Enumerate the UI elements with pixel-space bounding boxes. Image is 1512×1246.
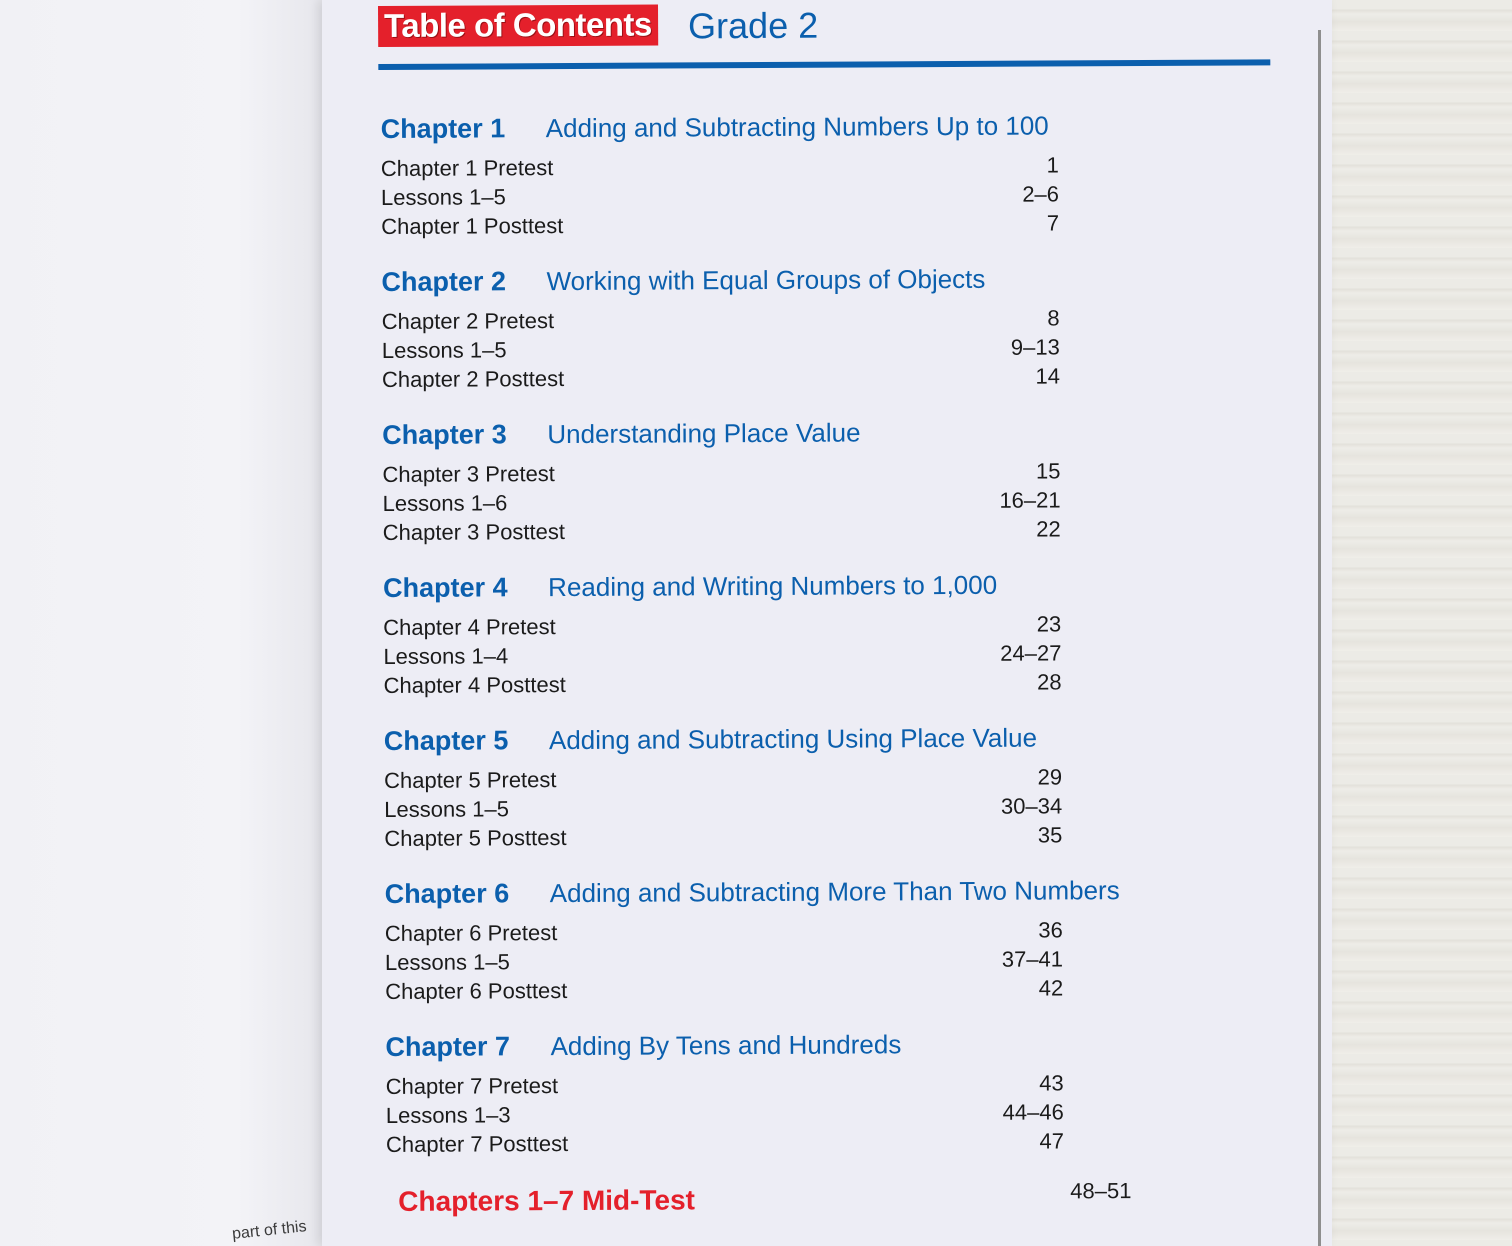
chapter-heading — [385, 1027, 1285, 1072]
toc-row-label: Chapter 5 Posttest — [384, 825, 567, 851]
toc-row — [383, 666, 1283, 700]
chapter-heading — [381, 109, 1281, 154]
toc-row-label: Chapter 7 Pretest — [385, 1073, 559, 1099]
toc-header — [378, 1, 1278, 52]
chapter-5 — [384, 721, 1285, 879]
toc-row-page: 44–46 — [1002, 1099, 1064, 1125]
toc-title-box: Table of Contents — [378, 5, 658, 47]
chapter-number: Chapter 6 — [384, 878, 510, 909]
toc-row-page: 15 — [1035, 458, 1061, 484]
chapter-number: Chapter 5 — [383, 725, 509, 756]
chapter-7 — [385, 1027, 1286, 1185]
toc-row-page: 9–13 — [1010, 334, 1060, 360]
chapter-number: Chapter 4 — [382, 572, 508, 603]
toc-row-label: Chapter 3 Posttest — [382, 519, 566, 545]
chapter-heading — [384, 721, 1284, 766]
chapter-heading — [383, 568, 1283, 613]
midtest-label: Chapters 1–7 Mid-Test — [398, 1184, 696, 1217]
toc-row-label: Chapter 3 Pretest — [382, 461, 555, 487]
chapter-1 — [381, 109, 1282, 267]
toc-row-label: Lessons 1–6 — [382, 490, 508, 516]
toc-row — [383, 637, 1283, 671]
toc-row-label: Chapter 2 Pretest — [381, 308, 555, 334]
chapter-6 — [385, 874, 1286, 1032]
toc-row-label: Chapter 5 Pretest — [383, 767, 557, 793]
toc-row-page: 2–6 — [1022, 181, 1060, 207]
chapter-title: Understanding Place Value — [547, 417, 861, 450]
chapter-number: Chapter 7 — [385, 1031, 511, 1062]
chapter-title: Adding and Subtracting Numbers Up to 100 — [545, 110, 1049, 144]
toc-row-page: 29 — [1037, 764, 1063, 790]
toc-content — [378, 1, 1278, 1217]
toc-row — [383, 513, 1283, 547]
toc-row-page: 37–41 — [1001, 946, 1064, 972]
toc-row-page: 28 — [1036, 669, 1062, 695]
chapter-4 — [383, 568, 1284, 726]
toc-row-label: Chapter 6 Pretest — [384, 920, 558, 946]
toc-row-label: Lessons 1–5 — [380, 184, 506, 210]
toc-row-page: 43 — [1039, 1070, 1064, 1096]
toc-row-page: 42 — [1038, 975, 1064, 1001]
left-page — [0, 0, 340, 1246]
toc-row-label: Chapter 6 Posttest — [385, 978, 568, 1004]
toc-row — [382, 360, 1282, 394]
toc-row-page: 47 — [1039, 1128, 1065, 1154]
toc-row-label: Lessons 1–3 — [385, 1102, 511, 1128]
header-rule — [378, 59, 1270, 70]
toc-row — [384, 790, 1284, 824]
chapter-title: Adding and Subtracting More Than Two Numbers — [549, 875, 1120, 909]
toc-row — [383, 484, 1283, 518]
toc-row-page: 24–27 — [1000, 640, 1062, 666]
toc-row-label: Lessons 1–5 — [384, 796, 510, 822]
toc-row-page: 23 — [1036, 611, 1062, 637]
toc-row-label: Chapter 4 Pretest — [383, 614, 556, 640]
toc-row-page: 7 — [1046, 210, 1060, 236]
toc-row — [383, 608, 1283, 642]
chapter-title: Working with Equal Groups of Objects — [546, 263, 986, 297]
chapter-list — [381, 109, 1287, 1185]
toc-row — [381, 207, 1281, 241]
chapter-number: Chapter 2 — [381, 266, 507, 297]
toc-row-page: 30–34 — [1000, 793, 1063, 819]
toc-row-label: Lessons 1–5 — [381, 337, 507, 363]
table-surface — [1320, 0, 1512, 1246]
midtest-page: 48–51 — [1070, 1178, 1132, 1204]
toc-row-page: 35 — [1037, 822, 1063, 848]
toc-row — [382, 302, 1282, 336]
toc-row — [382, 455, 1282, 489]
page-edge — [1318, 30, 1321, 1246]
toc-row-label: Chapter 7 Posttest — [385, 1131, 569, 1157]
right-page — [322, 0, 1332, 1246]
chapter-title: Adding By Tens and Hundreds — [550, 1029, 902, 1062]
toc-row-label: Lessons 1–4 — [383, 643, 509, 669]
chapter-number: Chapter 3 — [382, 419, 507, 450]
chapter-heading — [381, 262, 1281, 307]
chapter-title: Adding and Subtracting Using Place Value — [548, 722, 1038, 756]
chapter-heading — [385, 874, 1285, 919]
toc-row-label: Lessons 1–5 — [384, 949, 510, 975]
toc-row — [386, 1125, 1286, 1159]
toc-row — [386, 1096, 1286, 1130]
toc-row-page: 8 — [1047, 305, 1060, 331]
chapter-number: Chapter 1 — [380, 113, 506, 144]
toc-row-page: 22 — [1036, 516, 1061, 542]
toc-row — [385, 972, 1285, 1006]
toc-row — [381, 149, 1281, 183]
toc-row-page: 36 — [1038, 917, 1063, 943]
toc-row — [385, 943, 1285, 977]
toc-row — [385, 914, 1285, 948]
toc-row — [381, 178, 1281, 212]
toc-row-page: 16–21 — [999, 487, 1061, 513]
chapter-3 — [382, 415, 1283, 573]
toc-row — [386, 1067, 1286, 1101]
chapter-2 — [381, 262, 1282, 420]
toc-row — [382, 331, 1282, 365]
toc-row-label: Chapter 2 Posttest — [381, 366, 565, 392]
toc-row-page: 14 — [1035, 363, 1061, 389]
chapter-heading — [382, 415, 1282, 460]
chapter-title: Reading and Writing Numbers to 1,000 — [548, 569, 998, 603]
toc-row-label: Chapter 1 Posttest — [381, 213, 564, 239]
toc-row — [384, 819, 1284, 853]
toc-row-label: Chapter 1 Pretest — [380, 155, 554, 181]
toc-row-page: 1 — [1046, 152, 1059, 178]
left-page-footer-text: part of this — [231, 1218, 308, 1243]
toc-row — [384, 761, 1284, 795]
grade-label: Grade 2 — [688, 4, 819, 47]
toc-row-label: Chapter 4 Posttest — [383, 672, 566, 698]
